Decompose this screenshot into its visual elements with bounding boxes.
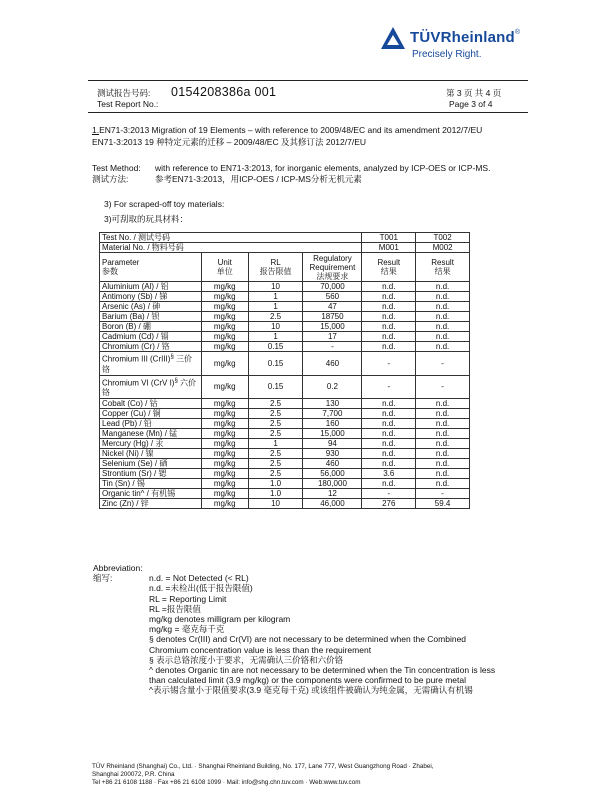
cell-rl: 0.15 xyxy=(248,342,303,352)
cell-result-2: n.d. xyxy=(416,409,470,419)
col-header-parameter: Parameter 参数 xyxy=(100,253,202,282)
table-row xyxy=(100,302,470,312)
abbreviation-line: 缩写: n.d. = Not Detected (< RL) xyxy=(93,573,249,584)
cell-result-2: n.d. xyxy=(416,292,470,302)
cell-unit: mg/kg xyxy=(201,439,248,449)
results-table xyxy=(99,232,470,509)
cell-result-2: - xyxy=(416,375,470,399)
abbreviation-line: RL = Reporting Limit xyxy=(149,593,227,604)
test-no-row xyxy=(100,233,470,243)
abbreviation-block xyxy=(93,563,495,696)
abbreviation-line: ^ denotes Organic tin are not necessary to be determined when the Tin concentration is less xyxy=(149,665,496,676)
abbreviation-title: Abbreviation: xyxy=(93,563,143,573)
cell-requirement: - xyxy=(303,342,362,352)
cell-result-1: n.d. xyxy=(362,429,416,439)
cell-parameter: Manganese (Mn) / 锰 xyxy=(100,429,202,439)
cell-result-1: 3.6 xyxy=(362,469,416,479)
cell-parameter: Tin (Sn) / 锡 xyxy=(100,479,202,489)
cell-result-1: n.d. xyxy=(362,439,416,449)
cell-result-1: n.d. xyxy=(362,322,416,332)
cell-result-2: n.d. xyxy=(416,312,470,322)
cell-rl: 1.0 xyxy=(248,489,303,499)
cell-requirement: 18750 xyxy=(303,312,362,322)
cell-unit: mg/kg xyxy=(201,332,248,342)
cell-unit: mg/kg xyxy=(201,352,248,376)
cell-rl: 2.5 xyxy=(248,312,303,322)
cell-result-1: 276 xyxy=(362,499,416,509)
cell-unit: mg/kg xyxy=(201,399,248,409)
cell-result-2: n.d. xyxy=(416,459,470,469)
test-method-label-cn: 测试方法: xyxy=(92,174,129,184)
cell-parameter: Organic tin^ / 有机锡 xyxy=(100,489,202,499)
cell-result-1: - xyxy=(362,375,416,399)
cell-unit: mg/kg xyxy=(201,375,248,399)
cell-parameter: Arsenic (As) / 砷 xyxy=(100,302,202,312)
cell-result-2: n.d. xyxy=(416,399,470,409)
cell-result-1: - xyxy=(362,489,416,499)
cell-rl: 1.0 xyxy=(248,479,303,489)
table-row xyxy=(100,469,470,479)
cell-rl: 10 xyxy=(248,322,303,332)
cell-rl: 2.5 xyxy=(248,399,303,409)
cell-unit: mg/kg xyxy=(201,459,248,469)
cell-result-1: n.d. xyxy=(362,302,416,312)
abbreviation-line: ^表示锡含量小于限值要求(3.9 毫克每千克) 或该组件被确认为纯金属，无需确认有机锡 xyxy=(149,685,473,696)
cell-requirement: 180,000 xyxy=(303,479,362,489)
cell-parameter: Copper (Cu) / 铜 xyxy=(100,409,202,419)
page-indicator-en: Page 3 of 4 xyxy=(449,99,493,109)
header-top-rule xyxy=(88,80,528,81)
cell-unit: mg/kg xyxy=(201,312,248,322)
cell-result-2: n.d. xyxy=(416,479,470,489)
cell-unit: mg/kg xyxy=(201,419,248,429)
cell-parameter: Zinc (Zn) / 锌 xyxy=(100,499,202,509)
cell-parameter: Strontium (Sr) / 锶 xyxy=(100,469,202,479)
col-header-requirement: Regulatory Requirement 法规要求 xyxy=(303,253,362,282)
cell-result-2: n.d. xyxy=(416,419,470,429)
table-row xyxy=(100,342,470,352)
cell-unit: mg/kg xyxy=(201,292,248,302)
abbreviation-line: mg/kg denotes milligram per kilogram xyxy=(149,614,291,625)
cell-requirement: 160 xyxy=(303,419,362,429)
abbreviation-line: n.d. =未检出(低于报告限值) xyxy=(149,583,253,594)
table-row xyxy=(100,449,470,459)
cell-requirement: 460 xyxy=(303,459,362,469)
cell-result-2: n.d. xyxy=(416,282,470,292)
col-header-result-2: Result 结果 xyxy=(416,253,470,282)
cell-unit: mg/kg xyxy=(201,469,248,479)
table-row xyxy=(100,499,470,509)
cell-requirement: 930 xyxy=(303,449,362,459)
cell-requirement: 47 xyxy=(303,302,362,312)
cell-unit: mg/kg xyxy=(201,429,248,439)
cell-result-1: n.d. xyxy=(362,292,416,302)
table-row xyxy=(100,459,470,469)
cell-requirement: 56,000 xyxy=(303,469,362,479)
cell-result-1: n.d. xyxy=(362,419,416,429)
cell-result-2: - xyxy=(416,352,470,376)
cell-requirement: 0.2 xyxy=(303,375,362,399)
cell-rl: 2.5 xyxy=(248,429,303,439)
cell-result-2: 59.4 xyxy=(416,499,470,509)
cell-rl: 1 xyxy=(248,439,303,449)
table-header-row xyxy=(100,253,470,282)
cell-result-1: n.d. xyxy=(362,332,416,342)
tuv-logo xyxy=(380,26,580,66)
cell-result-1: n.d. xyxy=(362,342,416,352)
table-row xyxy=(100,292,470,302)
cell-requirement: 560 xyxy=(303,292,362,302)
cell-result-1: n.d. xyxy=(362,399,416,409)
col-header-result-1: Result 结果 xyxy=(362,253,416,282)
cell-result-2: n.d. xyxy=(416,439,470,449)
cell-unit: mg/kg xyxy=(201,322,248,332)
table-row xyxy=(100,439,470,449)
cell-rl: 2.5 xyxy=(248,469,303,479)
cell-requirement: 17 xyxy=(303,332,362,342)
cell-unit: mg/kg xyxy=(201,342,248,352)
cell-parameter: Selenium (Se) / 硒 xyxy=(100,459,202,469)
cell-result-2: n.d. xyxy=(416,429,470,439)
table-row xyxy=(100,489,470,499)
cell-unit: mg/kg xyxy=(201,302,248,312)
material-no-2: M002 xyxy=(416,243,470,253)
cell-result-2: n.d. xyxy=(416,342,470,352)
abbreviation-line: RL =报告限值 xyxy=(149,603,201,614)
cell-parameter: Barium (Ba) / 钡 xyxy=(100,312,202,322)
cell-result-2: n.d. xyxy=(416,302,470,312)
abbreviation-line: Chromium concentration value is less than the requirement xyxy=(149,644,372,655)
table-row xyxy=(100,419,470,429)
cell-parameter: Chromium III (CrIII)§ 三价铬 xyxy=(100,352,202,376)
table-row xyxy=(100,399,470,409)
cell-rl: 0.15 xyxy=(248,352,303,376)
test-method-label-en: Test Method: xyxy=(92,163,141,173)
cell-unit: mg/kg xyxy=(201,499,248,509)
cell-parameter: Aluminium (Al) / 铝 xyxy=(100,282,202,292)
cell-result-2: n.d. xyxy=(416,469,470,479)
abbreviation-label-cn: 缩写: xyxy=(93,573,113,584)
footer-address: TÜV Rheinland (Shanghai) Co., Ltd. · Shanghai Rheinland Building, No. 177, Lane 777, West Guangzhong Road · Zhabei, Shanghai 200072, P.R. China Tel +86 21 6108 1188 · Fax +86 21 6108 1099 · Mail: info@shg.chn.tuv.com · Web:www.tuv.com xyxy=(92,763,434,786)
cell-result-1: - xyxy=(362,352,416,376)
section-title-en: 1.EN71-3:2013 Migration of 19 Elements – with reference to 2009/48/EC and its amendment 2012/7/EU xyxy=(92,125,483,135)
cell-requirement: 46,000 xyxy=(303,499,362,509)
cell-result-1: n.d. xyxy=(362,409,416,419)
cell-requirement: 15,000 xyxy=(303,429,362,439)
cell-result-2: n.d. xyxy=(416,322,470,332)
table-row xyxy=(100,322,470,332)
test-method-text-en: with reference to EN71-3:2013, for inorganic elements, analyzed by ICP-OES or ICP-MS. xyxy=(155,163,491,173)
cell-parameter: Chromium VI (CrV I)§ 六价铬 xyxy=(100,375,202,399)
cell-parameter: Antimony (Sb) / 锑 xyxy=(100,292,202,302)
cell-requirement: 70,000 xyxy=(303,282,362,292)
cell-result-2: n.d. xyxy=(416,449,470,459)
cell-parameter: Chromium (Cr) / 铬 xyxy=(100,342,202,352)
test-method-text-cn: 参考EN71-3:2013，用ICP-OES / ICP-MS分析无机元素 xyxy=(155,174,362,184)
cell-requirement: 7,700 xyxy=(303,409,362,419)
cell-rl: 0.15 xyxy=(248,375,303,399)
table-row xyxy=(100,375,470,399)
brand-tagline: Precisely Right. xyxy=(412,49,482,60)
cell-requirement: 130 xyxy=(303,399,362,409)
cell-parameter: Cobalt (Co) / 钴 xyxy=(100,399,202,409)
test-no-1: T001 xyxy=(362,233,416,243)
cell-parameter: Mercury (Hg) / 汞 xyxy=(100,439,202,449)
materials-title-en: 3) For scraped-off toy materials: xyxy=(104,199,225,209)
cell-requirement: 15,000 xyxy=(303,322,362,332)
material-no-row xyxy=(100,243,470,253)
page-indicator-cn: 第 3 页 共 4 页 xyxy=(446,88,502,98)
table-row xyxy=(100,332,470,342)
test-no-label: Test No. / 测试号码 xyxy=(100,233,362,243)
report-number: 0154208386a 001 xyxy=(171,85,277,99)
abbreviation-line: than calculated limit (3.9 mg/kg) or the components were confirmed to be pure metal xyxy=(149,675,467,686)
cell-requirement: 460 xyxy=(303,352,362,376)
cell-rl: 10 xyxy=(248,499,303,509)
cell-unit: mg/kg xyxy=(201,282,248,292)
cell-rl: 1 xyxy=(248,332,303,342)
cell-rl: 10 xyxy=(248,282,303,292)
cell-result-2: n.d. xyxy=(416,332,470,342)
cell-result-1: n.d. xyxy=(362,282,416,292)
abbreviation-line: § 表示总铬浓度小于要求，无需确认三价铬和六价铬 xyxy=(149,654,344,665)
table-row xyxy=(100,352,470,376)
cell-unit: mg/kg xyxy=(201,449,248,459)
table-row xyxy=(100,312,470,322)
cell-unit: mg/kg xyxy=(201,489,248,499)
header-bottom-rule xyxy=(88,112,528,113)
col-header-unit: Unit 单位 xyxy=(201,253,248,282)
cell-parameter: Lead (Pb) / 铅 xyxy=(100,419,202,429)
brand-name: TÜVRheinland® xyxy=(410,29,521,46)
abbreviation-line: § denotes Cr(III) and Cr(VI) are not necessary to be determined when the Combined xyxy=(149,634,467,645)
cell-unit: mg/kg xyxy=(201,479,248,489)
cell-rl: 2.5 xyxy=(248,459,303,469)
tuv-triangle-icon xyxy=(380,26,406,50)
cell-result-1: n.d. xyxy=(362,449,416,459)
cell-parameter: Cadmium (Cd) / 镉 xyxy=(100,332,202,342)
cell-rl: 1 xyxy=(248,302,303,312)
cell-parameter: Boron (B) / 硼 xyxy=(100,322,202,332)
abbreviation-line: mg/kg = 毫克每千克 xyxy=(149,624,225,635)
cell-requirement: 12 xyxy=(303,489,362,499)
cell-rl: 1 xyxy=(248,292,303,302)
material-no-label: Material No. / 物料号码 xyxy=(100,243,362,253)
cell-unit: mg/kg xyxy=(201,409,248,419)
cell-rl: 2.5 xyxy=(248,419,303,429)
table-row xyxy=(100,282,470,292)
cell-result-1: n.d. xyxy=(362,312,416,322)
col-header-rl: RL 报告限值 xyxy=(248,253,303,282)
cell-result-2: - xyxy=(416,489,470,499)
cell-rl: 2.5 xyxy=(248,449,303,459)
section-title-cn: EN71-3:2013 19 种特定元素的迁移 – 2009/48/EC 及其修订法 2012/7/EU xyxy=(92,137,367,147)
cell-requirement: 94 xyxy=(303,439,362,449)
cell-parameter: Nickel (Ni) / 镍 xyxy=(100,449,202,459)
report-no-label-cn: 测试报告号码: xyxy=(97,88,151,98)
table-row xyxy=(100,409,470,419)
table-row xyxy=(100,479,470,489)
cell-result-1: n.d. xyxy=(362,479,416,489)
report-no-label-en: Test Report No.: xyxy=(97,99,159,109)
cell-rl: 2.5 xyxy=(248,409,303,419)
materials-title-cn: 3)可刮取的玩具材料： xyxy=(104,214,189,224)
table-row xyxy=(100,429,470,439)
test-no-2: T002 xyxy=(416,233,470,243)
material-no-1: M001 xyxy=(362,243,416,253)
cell-result-1: n.d. xyxy=(362,459,416,469)
